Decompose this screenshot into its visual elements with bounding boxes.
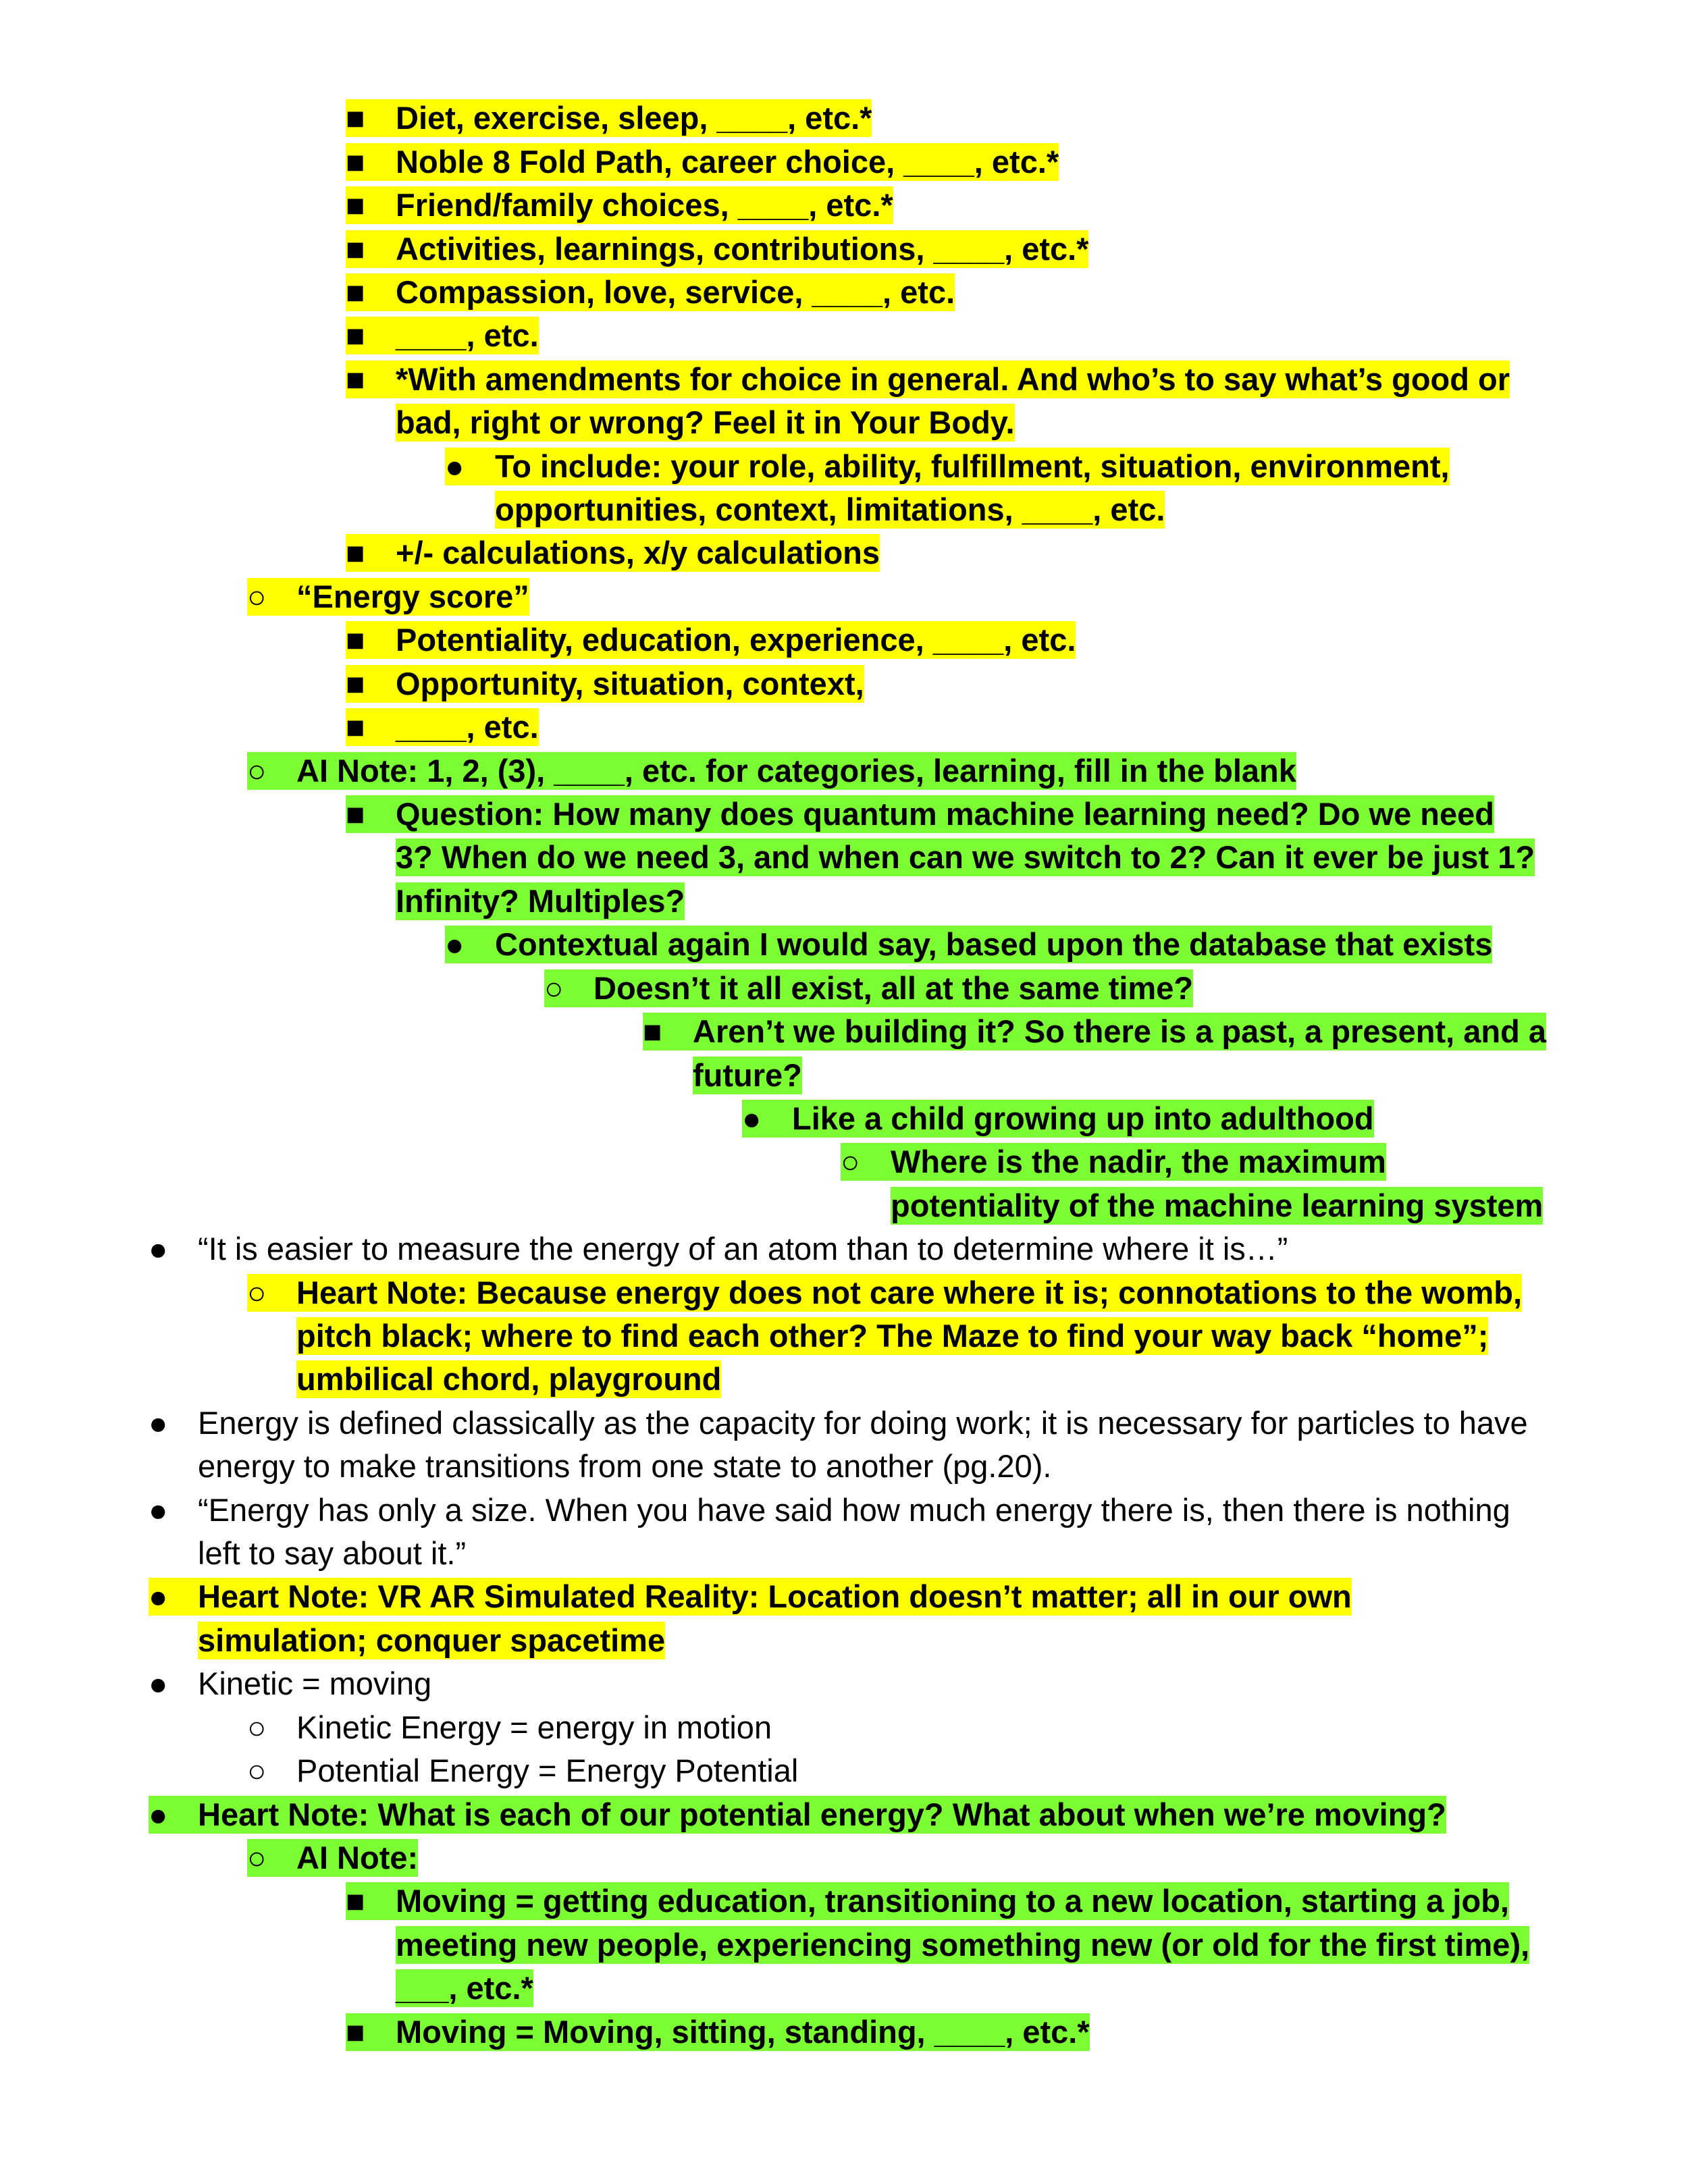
square-bullet-icon: ■ [346, 665, 396, 703]
list-item-text: ____, etc. [396, 709, 539, 745]
square-bullet-icon: ■ [346, 186, 396, 224]
list-item-text: Friend/family choices, ____, etc.* [396, 187, 893, 223]
list-item-text: bad, right or wrong? Feel it in Your Body. [396, 404, 1015, 440]
circle-bullet-icon: ○ [841, 1143, 891, 1181]
list-item-text: Contextual again I would say, based upon the database that exists [495, 926, 1493, 962]
circle-bullet-icon: ○ [247, 752, 296, 790]
circle-bullet-icon: ○ [247, 578, 296, 616]
dot-bullet-icon: ● [445, 448, 495, 485]
list-item-text: “It is easier to measure the energy of an atom than to determine where it is…” [198, 1231, 1288, 1267]
list-item-text: Doesn’t it all exist, all at the same time? [594, 970, 1194, 1006]
list-item-text: pitch black; where to find each other? The Maze to find your way back “home”; [296, 1318, 1489, 1354]
list-item-text: Activities, learnings, contributions, ____, etc.* [396, 231, 1089, 267]
square-bullet-icon: ■ [346, 99, 396, 137]
square-bullet-icon: ■ [346, 708, 396, 746]
dot-bullet-icon: ● [742, 1100, 792, 1138]
list-item-text: umbilical chord, playground [296, 1361, 722, 1397]
list-item-text: 3? When do we need 3, and when can we switch to 2? Can it ever be just 1? [396, 839, 1535, 875]
list-item-text: Compassion, love, service, ____, etc. [396, 274, 955, 310]
list-item-text: potentiality of the machine learning system [891, 1188, 1544, 1223]
list-item-text: Infinity? Multiples? [396, 883, 685, 919]
list-item-text: meeting new people, experiencing something new (or old for the first time), [396, 1927, 1530, 1963]
list-item-text: Kinetic Energy = energy in motion [296, 1709, 772, 1745]
dot-bullet-icon: ● [149, 1492, 168, 1528]
list-item-text: Energy is defined classically as the capacity for doing work; it is necessary for particles to have [198, 1405, 1528, 1441]
circle-bullet-icon: ○ [247, 1839, 296, 1877]
list-item-text: Question: How many does quantum machine learning need? Do we need [396, 796, 1494, 832]
dot-bullet-icon: ● [445, 926, 495, 963]
list-item-text: Like a child growing up into adulthood [792, 1100, 1374, 1136]
square-bullet-icon: ■ [346, 795, 396, 833]
list-item-text: *With amendments for choice in general. And who’s to say what’s good or [396, 361, 1510, 397]
square-bullet-icon: ■ [346, 143, 396, 181]
list-item-text: energy to make transitions from one state to another (pg.20). [198, 1448, 1052, 1484]
square-bullet-icon: ■ [346, 361, 396, 398]
list-item-text: ____, etc. [396, 317, 539, 353]
list-item-text: simulation; conquer spacetime [198, 1622, 666, 1658]
list-item-text: AI Note: [296, 1840, 419, 1875]
dot-bullet-icon: ● [149, 1405, 168, 1441]
list-item-text: Kinetic = moving [198, 1666, 432, 1701]
list-item-text: left to say about it.” [198, 1535, 467, 1571]
dot-bullet-icon: ● [149, 1796, 198, 1834]
square-bullet-icon: ■ [643, 1013, 693, 1050]
list-item-text: Aren’t we building it? So there is a past, a present, and a [693, 1013, 1547, 1049]
dot-bullet-icon: ● [149, 1578, 198, 1616]
square-bullet-icon: ■ [346, 1882, 396, 1920]
list-item-text: Opportunity, situation, context, [396, 666, 864, 701]
list-item-text: Potentiality, education, experience, ____, etc. [396, 622, 1076, 658]
list-item-text: “Energy has only a size. When you have said how much energy there is, then there is nothing [198, 1492, 1510, 1528]
list-item-text: Heart Note: VR AR Simulated Reality: Location doesn’t matter; all in our own [198, 1578, 1352, 1614]
square-bullet-icon: ■ [346, 621, 396, 659]
circle-bullet-icon: ○ [544, 969, 594, 1007]
list-item-text: Potential Energy = Energy Potential [296, 1753, 799, 1788]
dot-bullet-icon: ● [149, 1231, 168, 1267]
list-item-text: Diet, exercise, sleep, ____, etc.* [396, 100, 872, 136]
list-item-text: “Energy score” [296, 579, 529, 614]
circle-bullet-icon: ○ [247, 1274, 296, 1312]
square-bullet-icon: ■ [346, 230, 396, 268]
list-item-text: opportunities, context, limitations, ____, etc. [495, 491, 1165, 527]
list-item-text: Heart Note: What is each of our potential energy? What about when we’re moving? [198, 1796, 1446, 1832]
list-item-text: Heart Note: Because energy does not care where it is; connotations to the womb, [296, 1275, 1523, 1310]
square-bullet-icon: ■ [346, 317, 396, 354]
circle-bullet-icon: ○ [247, 1709, 267, 1745]
square-bullet-icon: ■ [346, 2013, 396, 2051]
list-item-text: Moving = Moving, sitting, standing, ____, etc.* [396, 2014, 1090, 2050]
list-item-text: AI Note: 1, 2, (3), ____, etc. for categories, learning, fill in the blank [296, 753, 1296, 789]
list-item-text: Noble 8 Fold Path, career choice, ____, etc.* [396, 144, 1059, 180]
list-item-text: To include: your role, ability, fulfillment, situation, environment, [495, 448, 1450, 484]
list-item-text: Moving = getting education, transitioning to a new location, starting a job, [396, 1883, 1509, 1919]
list-item-text: future? [693, 1057, 802, 1093]
list-item-text: Where is the nadir, the maximum [891, 1144, 1386, 1179]
square-bullet-icon: ■ [346, 273, 396, 311]
square-bullet-icon: ■ [346, 534, 396, 572]
list-item-text: +/- calculations, x/y calculations [396, 535, 880, 570]
circle-bullet-icon: ○ [247, 1753, 267, 1788]
list-item-text: ___, etc.* [396, 1970, 533, 2006]
dot-bullet-icon: ● [149, 1666, 168, 1701]
